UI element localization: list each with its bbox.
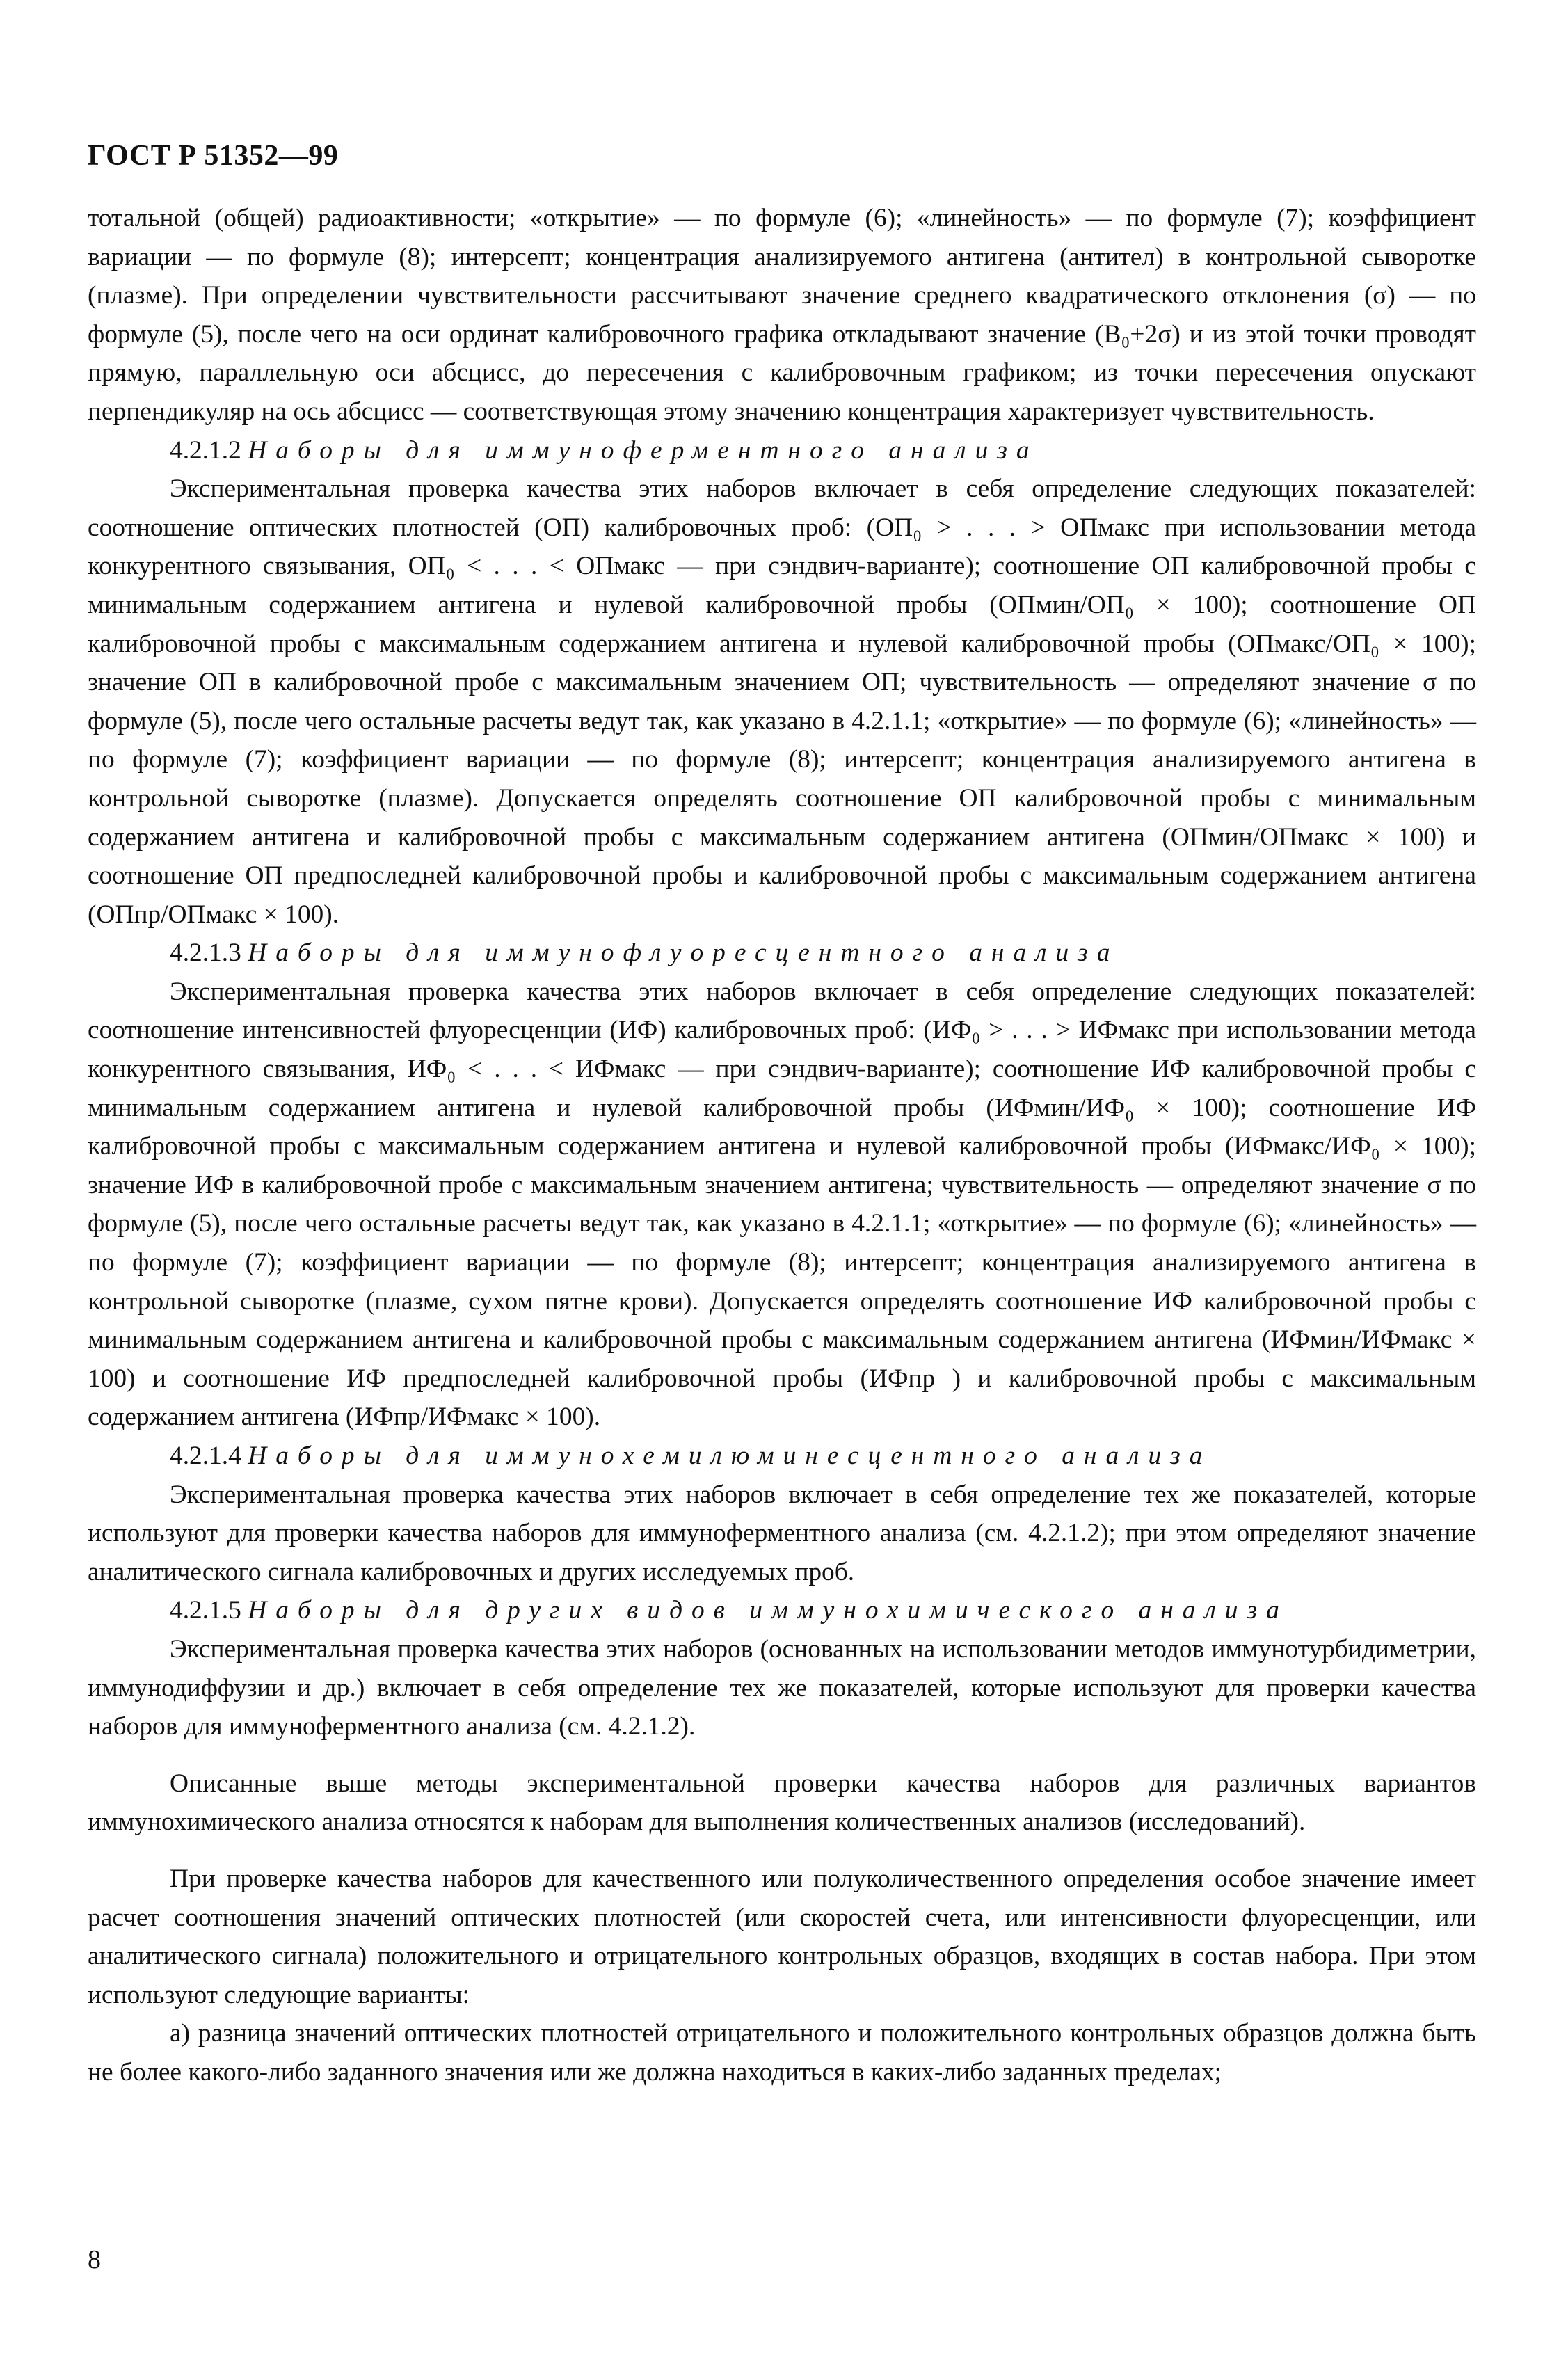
paragraph: Экспериментальная проверка качества этих наборов включает в себя определение следующих показателей: соотношение оптических плотностей (ОП) калибровочных проб: (ОП₀ > . . . > ОПмакс при использовании метода конкурентного связывания, ОП₀ < . . . < ОПмакс — при сэндвич-варианте); соотношение ОП калибровочной пробы с минимальным содержанием антигена и нулевой калибровочной пробы (ОПмин/ОП₀ × 100); соотношение ОП калибровочной пробы с максимальным содержанием антигена и нулевой калибровочной пробы (ОПмакс/ОП₀ × 100); значение ОП в калибровочной пробе с максимальным значением ОП; чувствительность — определяют значение σ по формуле (5), после чего остальные расчеты ведут так, как указано в 4.2.1.1; «открытие» — по формуле (6); «линейность» — по формуле (7); коэффициент вариации — по формуле (8); интерсепт; концентрация анализируемого антигена в контрольной сыворотке (плазме). Допускается определять соотношение ОП калибровочной пробы с минимальным содержанием антигена и калибровочной пробы с максимальным содержанием антигена (ОПмин/ОПмакс × 100) и соотношение ОП предпоследней калибровочной пробы и калибровочной пробы с максимальным содержанием антигена (ОПпр/ОПмакс × 100). [88, 474, 1476, 929]
list-item-a: а) разница значений оптических плотностей отрицательного и положительного контрольных образцов должна быть не более какого-либо заданного значения или же должна находиться в каких-либо заданных пределах; [88, 2019, 1476, 2086]
section-heading-4-2-1-2 [88, 431, 1476, 470]
paragraph: Экспериментальная проверка качества этих наборов включает в себя определение следующих показателей: соотношение интенсивностей флуоресценции (ИФ) калибровочных проб: (ИФ₀ > . . . > ИФмакс при использовании метода конкурентного связывания, ИФ₀ < . . . < ИФмакс — при сэндвич-варианте); соотношение ИФ калибровочной пробы с минимальным содержанием антигена и нулевой калибровочной пробы (ИФмин/ИФ₀ × 100); соотношение ИФ калибровочной пробы с максимальным содержанием антигена и нулевой калибровочной пробы (ИФмакс/ИФ₀ × 100); значение ИФ в калибровочной пробе с максимальным значением антигена; чувствительность — определяют значение σ по формуле (5), после чего остальные расчеты ведут так, как указано в 4.2.1.1; «открытие» — по формуле (6); «линейность» — по формуле (7); коэффициент вариации — по формуле (8); интерсепт; концентрация анализируемого антигена в контрольной сыворотке (плазме, сухом пятне крови). Допускается определять соотношение ИФ калибровочной пробы с минимальным содержанием антигена и калибровочной пробы с максимальным содержанием антигена (ИФмин/ИФмакс × 100) и соотношение ИФ предпоследней калибровочной пробы (ИФпр ) и калибровочной пробы с максимальным содержанием антигена (ИФпр/ИФмакс × 100). [88, 977, 1476, 1432]
section-heading-4-2-1-3 [88, 934, 1476, 973]
section-title: Наборы для иммунохемилюминесцентного анализа [248, 1442, 1212, 1470]
document-page [88, 139, 1476, 2092]
paragraph-continuation: тотальной (общей) радиоактивности; «открытие» — по формуле (6); «линейность» — по формуле (7); коэффициент вариации — по формуле (8); интерсепт; концентрация анализируемого антигена (антител) в контрольной сыворотке (плазме). При определении чувствительности рассчитывают значение среднего квадратического отклонения (σ) — по формуле (5), после чего на оси ординат калибровочного графика откладывают значение (B₀+2σ) и из этой точки проводят прямую, параллельную оси абсцисс, до пересечения с калибровочным графиком; из точки пересечения опускают перпендикуляр на ось абсцисс — соответствующая этому значению концентрация характеризует чувствительность. [88, 204, 1476, 426]
section-number: 4.2.1.5 [170, 1596, 241, 1625]
paragraph: Экспериментальная проверка качества этих наборов включает в себя определение тех же показателей, которые используют для проверки качества наборов для иммуноферментного анализа (см. 4.2.1.2); при этом определяют значение аналитического сигнала калибровочных и других исследуемых проб. [88, 1480, 1476, 1586]
document-header: ГОСТ Р 51352—99 [88, 140, 339, 172]
section-title: Наборы для других видов иммунохимического анализа [248, 1596, 1288, 1625]
section-heading-4-2-1-5 [88, 1591, 1476, 1630]
section-number: 4.2.1.4 [170, 1442, 241, 1470]
paragraph: Описанные выше методы экспериментальной проверки качества наборов для различных вариантов иммунохимического анализа относятся к наборам для выполнения количественных анализов (исследований). [88, 1769, 1476, 1837]
section-number: 4.2.1.3 [170, 939, 241, 968]
section-title: Наборы для иммуноферментного анализа [248, 436, 1039, 465]
paragraph: При проверке качества наборов для качественного или полуколичественного определения особое значение имеет расчет соотношения значений оптических плотностей (или скоростей счета, или интенсивности флуоресценции, или аналитического сигнала) положительного и отрицательного контрольных образцов, входящих в состав набора. При этом используют следующие варианты: [88, 1864, 1476, 2009]
section-number: 4.2.1.2 [170, 436, 241, 465]
paragraph: Экспериментальная проверка качества этих наборов (основанных на использовании методов иммунотурбидиметрии, иммунодиффузии и др.) включает в себя определение тех же показателей, которые используют для проверки качества наборов для иммуноферментного анализа (см. 4.2.1.2). [88, 1634, 1476, 1741]
page-number: 8 [88, 2245, 101, 2274]
section-title: Наборы для иммунофлуоресцентного анализа [248, 939, 1119, 968]
section-heading-4-2-1-4 [88, 1437, 1476, 1476]
